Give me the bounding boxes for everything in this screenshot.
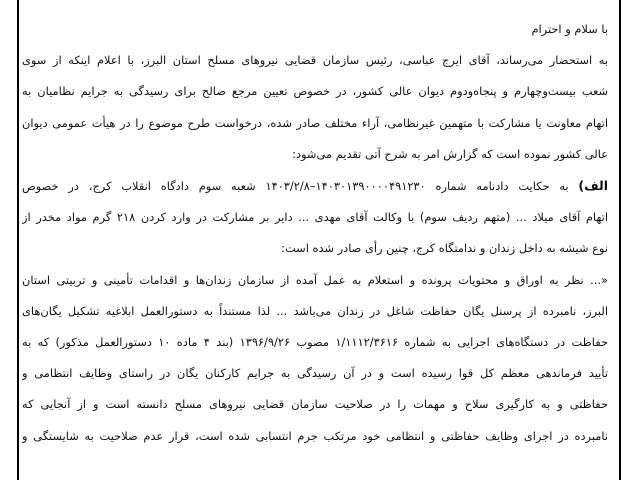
paragraph-section-a <box>22 170 608 265</box>
text-line: عالی کشور نموده است که گزارش امر به شرح آتی تقدیم می‌شود: <box>292 146 608 161</box>
text-line: حفاظت در دستگاه‌های اجرایی به شماره ۱/۱۱۱۲/۳۶۱۶ مصوب ۱۳۹۶/۹/۲۶ (بند ۴ ماده ۱۰ دستورالعمل مذکور) که به <box>22 335 608 350</box>
greeting-line: با سلام و احترام <box>531 22 608 36</box>
text-line <box>22 170 608 202</box>
section-a-text: به حکایت دادنامه شماره ۱۴۰۳۰۱۳۹۰۰۰۰۴۹۱۲۳۰–۱۴۰۳/۲/۸ شعبه سوم دادگاه انقلاب کرج، در خصوص <box>22 179 579 194</box>
text-line: «... نظر به اوراق و محتویات پرونده و استعلام به عمل آمده از سازمان زندان‌ها و اقدامات تأمینی و تربیتی استان <box>22 272 608 287</box>
text-line: نوع شیشه به داخل زندان و ندامتگاه کرج، چنین رأی صادر شده است: <box>281 241 608 256</box>
text-line: اتهام معاونت یا مشارکت با متهمین غیرنظامی، آراء مختلف صادر شده، درخواست طرح موضوع را در هیأت عمومی دیوان <box>22 115 608 130</box>
text-line: نامبرده در اجرای وظایف حفاظتی و انتظامی خود مرتکب جرم انتسابی شده است، قرار عدم صلاحیت به شایستگی و <box>22 428 608 443</box>
text-line: تأیید فرماندهی معظم کل قوا رسیده است و در آن رسیدگی به جرایم کارکنان یگان در راستای وظایف انتظامی و <box>22 366 608 381</box>
text-line: به استحضار می‌رساند، آقای ایرج عباسی، رئیس سازمان قضایی نیروهای مسلح استان البرز، با اعلام اینکه از سوی <box>22 53 608 68</box>
text-line: اتهام آقای میلاد ... (متهم ردیف سوم) با وکالت آقای مهدی ... دایر بر مشارکت در وارد کردن ۲۱۸ گرم مواد مخدر از <box>22 210 608 225</box>
text-line: شعب بیست‌وچهارم و پنجاه‌ودوم دیوان عالی کشور، در خصوص تعیین مرجع صالح برای رسیدگی به جرایم نظامیان به <box>22 84 608 99</box>
text-line: البرز، نامبرده از پرسنل یگان حفاظت شاغل در زندان می‌باشد ... لذا مستنداً به دستورالعمل ابلاغیه تشکیل یگان‌های <box>22 303 608 318</box>
paragraph-quoted-ruling <box>22 265 608 452</box>
document-body <box>22 14 608 452</box>
text-line: حفاظتی و به کارگیری سلاح و مهمات را در صلاحیت سازمان قضایی نیروهای مسلح دانسته است و از آنجایی که <box>22 397 608 412</box>
section-a-label: الف) <box>578 178 608 194</box>
paragraph-intro <box>22 45 608 170</box>
